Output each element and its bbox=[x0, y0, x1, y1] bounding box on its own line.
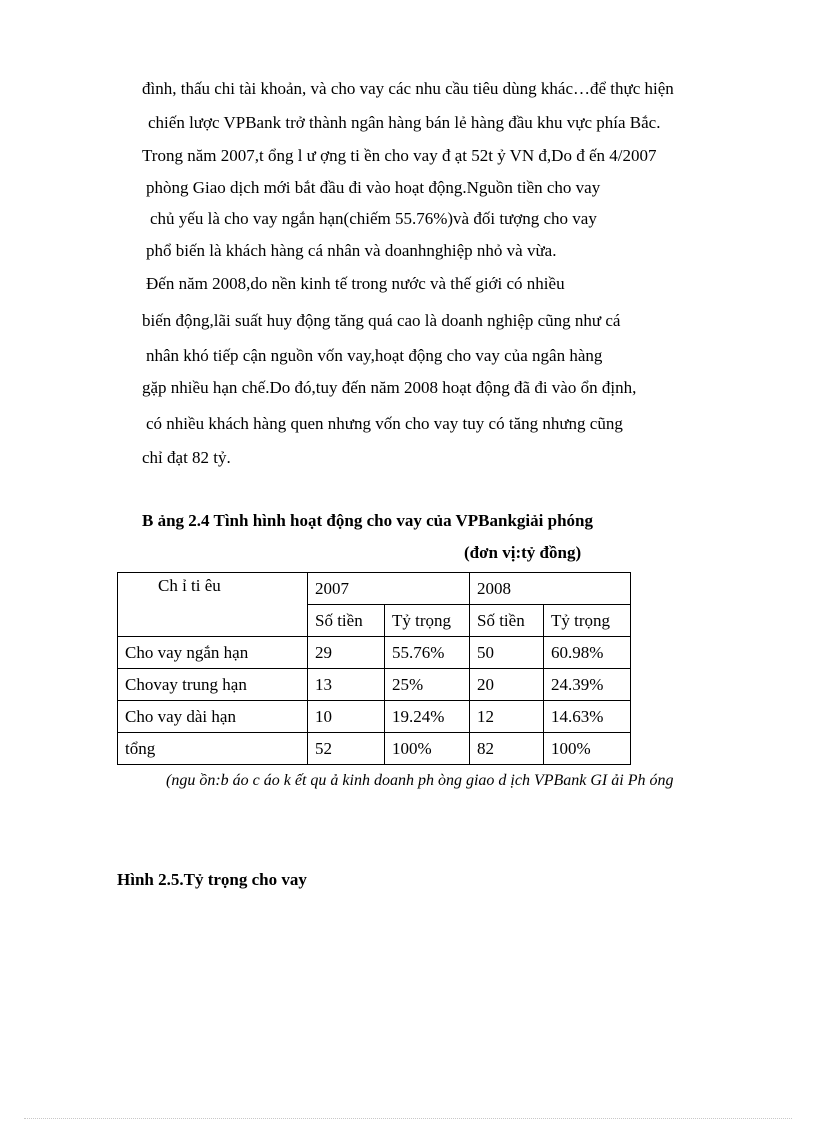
paragraph-line-11: có nhiều khách hàng quen nhưng vốn cho vay tuy có tăng nhưng cũng bbox=[146, 414, 623, 433]
table-source-note: (ngu ồn:b áo c áo k ết qu ả kinh doanh ph òng giao d ịch VPBank GI ải Ph óng bbox=[166, 772, 674, 789]
paragraph-line-3: Trong năm 2007,t ổng l ư ợng ti ền cho vay đ ạt 52t ỷ VN đ,Do đ ến 4/2007 bbox=[142, 146, 657, 165]
table-row bbox=[118, 669, 631, 701]
paragraph-line-10: gặp nhiều hạn chế.Do đó,tuy đến năm 2008 hoạt động đã đi vào ổn định, bbox=[142, 378, 637, 397]
paragraph-line-2: chiến lược VPBank trở thành ngân hàng bán lẻ hàng đầu khu vực phía Bắc. bbox=[148, 113, 661, 132]
row-amount-2008: 20 bbox=[470, 669, 544, 701]
paragraph-line-12: chỉ đạt 82 tỷ. bbox=[142, 448, 231, 467]
row-amount-2007: 10 bbox=[308, 701, 385, 733]
figure-caption: Hình 2.5.Tỷ trọng cho vay bbox=[117, 870, 307, 889]
row-amount-2007: 52 bbox=[308, 733, 385, 765]
row-share-2008: 60.98% bbox=[544, 637, 631, 669]
header-year-2007: 2007 bbox=[308, 573, 470, 605]
row-share-2008: 24.39% bbox=[544, 669, 631, 701]
row-share-2007: 100% bbox=[385, 733, 470, 765]
paragraph-line-1: đình, thấu chi tài khoản, và cho vay các nhu cầu tiêu dùng khác…để thực hiện bbox=[142, 79, 674, 98]
header-criteria: Ch ỉ ti êu bbox=[118, 573, 308, 637]
row-share-2007: 55.76% bbox=[385, 637, 470, 669]
row-label: Cho vay ngắn hạn bbox=[118, 637, 308, 669]
table-title: B ảng 2.4 Tình hình hoạt động cho vay của VPBankgiải phóng bbox=[142, 511, 593, 530]
row-label: Cho vay dài hạn bbox=[118, 701, 308, 733]
paragraph-line-8: biến động,lãi suất huy động tăng quá cao là doanh nghiệp cũng như cá bbox=[142, 311, 621, 330]
header-share-2007: Tỷ trọng bbox=[385, 605, 470, 637]
header-amount-2007: Số tiền bbox=[308, 605, 385, 637]
row-share-2008: 14.63% bbox=[544, 701, 631, 733]
row-share-2007: 19.24% bbox=[385, 701, 470, 733]
paragraph-line-7: Đến năm 2008,do nền kinh tế trong nước và thế giới có nhiều bbox=[146, 274, 565, 293]
row-label: tổng bbox=[118, 733, 308, 765]
paragraph-line-4: phòng Giao dịch mới bắt đầu đi vào hoạt động.Nguồn tiền cho vay bbox=[146, 178, 601, 197]
row-share-2007: 25% bbox=[385, 669, 470, 701]
row-amount-2008: 12 bbox=[470, 701, 544, 733]
table-header-row bbox=[118, 573, 631, 605]
row-amount-2007: 29 bbox=[308, 637, 385, 669]
paragraph-line-9: nhân khó tiếp cận nguồn vốn vay,hoạt động cho vay của ngân hàng bbox=[146, 346, 603, 365]
row-label: Chovay trung hạn bbox=[118, 669, 308, 701]
page-bottom-divider bbox=[24, 1118, 792, 1119]
table-unit: (đơn vị:tỷ đồng) bbox=[464, 543, 582, 562]
header-share-2008: Tỷ trọng bbox=[544, 605, 631, 637]
header-year-2008: 2008 bbox=[470, 573, 631, 605]
row-amount-2008: 50 bbox=[470, 637, 544, 669]
table-row bbox=[118, 637, 631, 669]
loan-table bbox=[117, 572, 631, 765]
row-amount-2007: 13 bbox=[308, 669, 385, 701]
table-row-total bbox=[118, 733, 631, 765]
header-amount-2008: Số tiền bbox=[470, 605, 544, 637]
paragraph-line-6: phổ biến là khách hàng cá nhân và doanhnghiệp nhỏ và vừa. bbox=[146, 241, 557, 260]
paragraph-line-5: chủ yếu là cho vay ngắn hạn(chiếm 55.76%)và đối tượng cho vay bbox=[150, 209, 597, 228]
row-share-2008: 100% bbox=[544, 733, 631, 765]
table-row bbox=[118, 701, 631, 733]
row-amount-2008: 82 bbox=[470, 733, 544, 765]
